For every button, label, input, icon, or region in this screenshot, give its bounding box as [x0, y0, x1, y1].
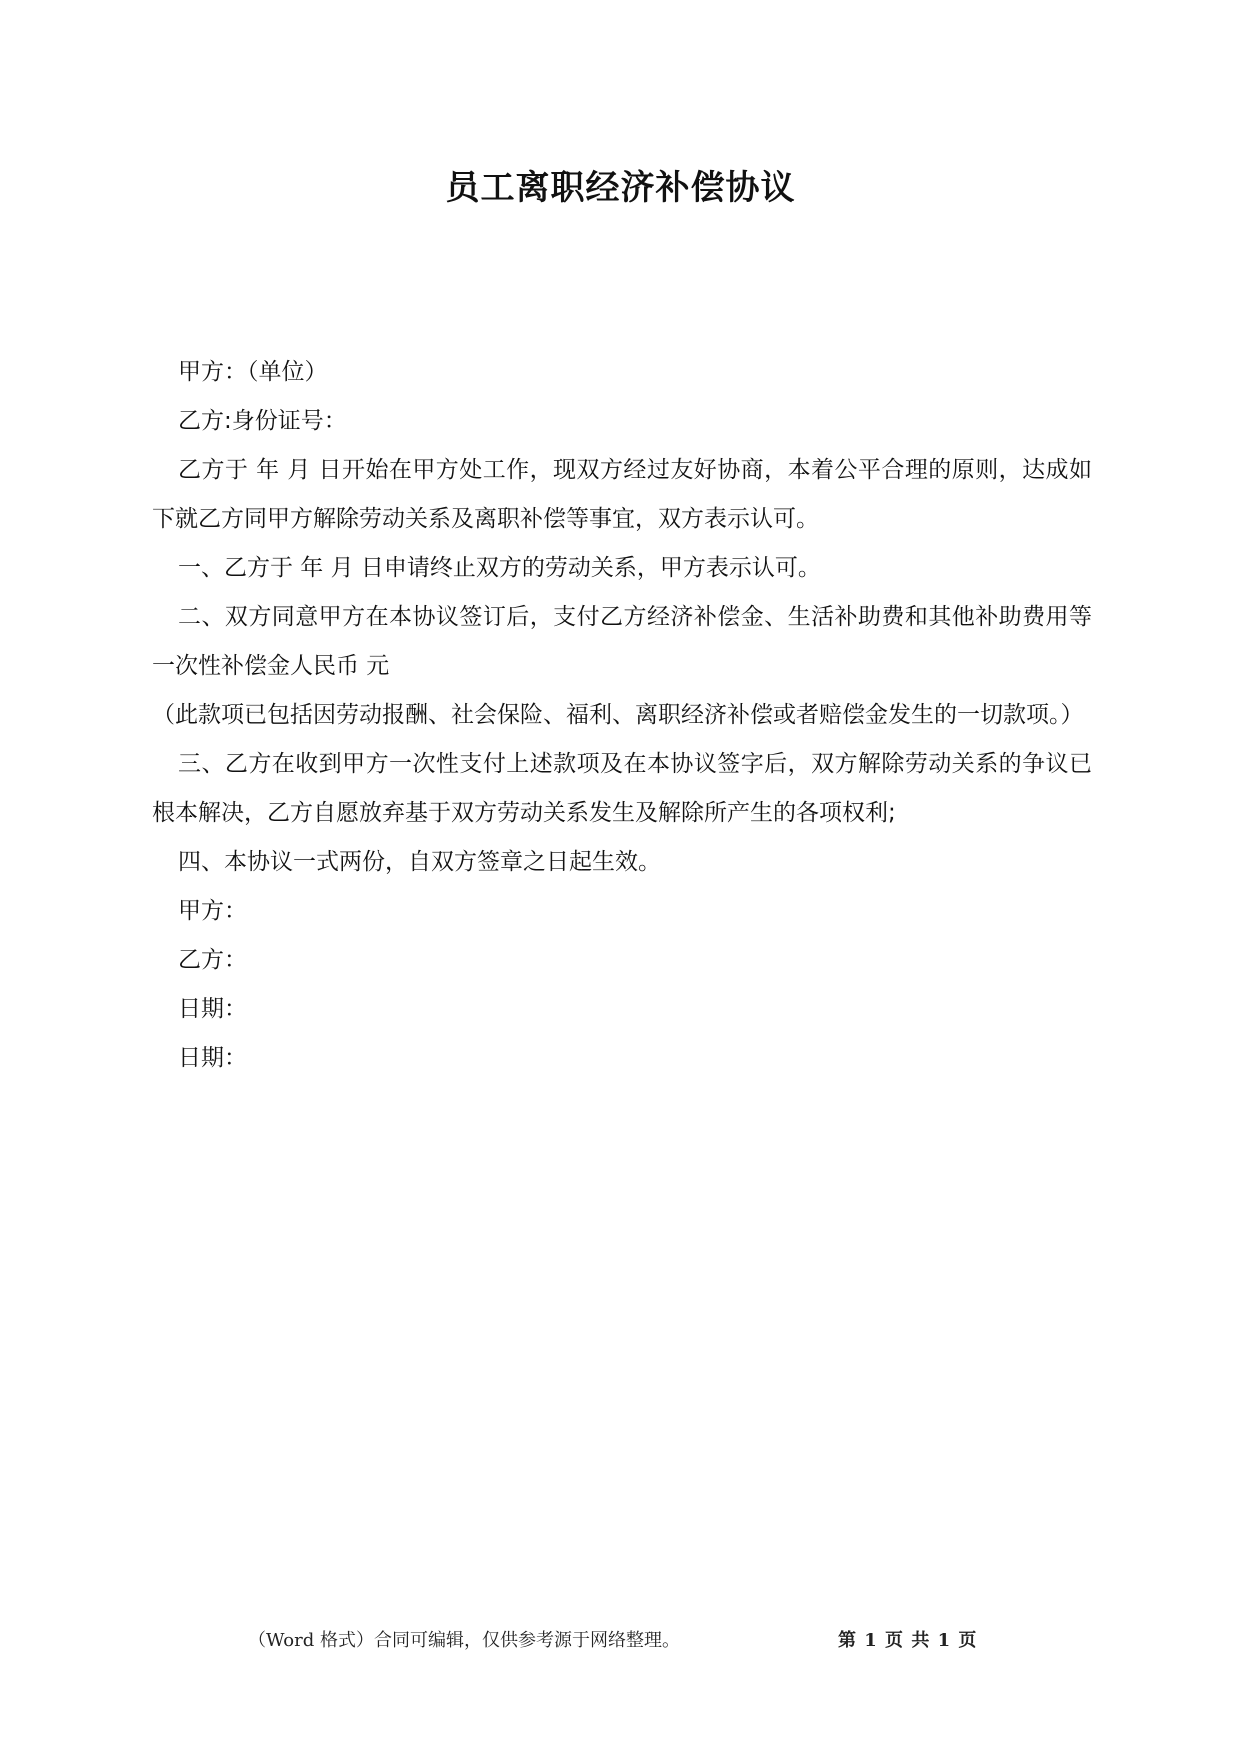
signature-party-a: 甲方：	[178, 898, 247, 924]
footer-note: （Word 格式）合同可编辑，仅供参考源于网络整理。	[248, 1630, 680, 1651]
clause-two: 二、双方同意甲方在本协议签订后，支付乙方经济补偿金、生活补助费和其他补助费用等一次性补偿金人民币 元	[152, 604, 1092, 679]
page-number: 第 1 页 共 1 页	[838, 1630, 978, 1651]
clause-two-note: （此款项已包括因劳动报酬、社会保险、福利、离职经济补偿或者赔偿金发生的一切款项。）	[152, 702, 1084, 728]
signature-date-b: 日期：	[178, 1045, 247, 1071]
party-a-line: 甲方：（单位）	[178, 359, 328, 385]
clause-one: 一、乙方于 年 月 日申请终止双方的劳动关系，甲方表示认可。	[178, 555, 821, 581]
clause-three: 三、乙方在收到甲方一次性支付上述款项及在本协议签字后，双方解除劳动关系的争议已根本解决，乙方自愿放弃基于双方劳动关系发生及解除所产生的各项权利;	[152, 751, 1092, 826]
document-title: 员工离职经济补偿协议	[445, 168, 796, 208]
signature-party-b: 乙方：	[178, 947, 247, 973]
clause-four: 四、本协议一式两份，自双方签章之日起生效。	[178, 849, 661, 875]
document-body	[152, 348, 1092, 1083]
signature-date-a: 日期：	[178, 996, 247, 1022]
party-b-line: 乙方:身份证号：	[178, 408, 347, 434]
intro-paragraph: 乙方于 年 月 日开始在甲方处工作，现双方经过友好协商，本着公平合理的原则，达成如下就乙方同甲方解除劳动关系及离职补偿等事宜，双方表示认可。	[152, 457, 1092, 532]
